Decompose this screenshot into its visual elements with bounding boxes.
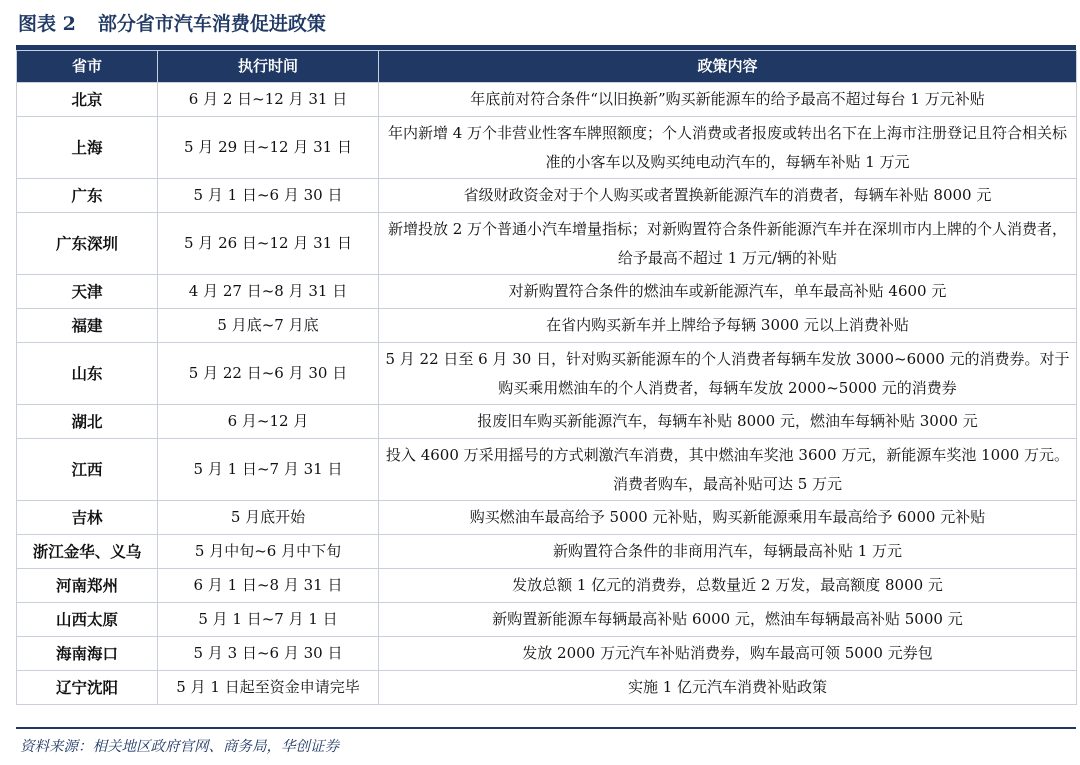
policy-cell: 在省内购买新车并上牌给予每辆 3000 元以上消费补贴: [379, 309, 1077, 343]
policy-cell: 年底前对符合条件“以旧换新”购买新能源车的给予最高不超过每台 1 万元补贴: [379, 83, 1077, 117]
table-row: [17, 405, 1077, 439]
policy-cell: 实施 1 亿元汽车消费补贴政策: [379, 671, 1077, 705]
table-row: [17, 603, 1077, 637]
policy-cell: 购买燃油车最高给予 5000 元补贴，购买新能源乘用车最高给予 6000 元补贴: [379, 501, 1077, 535]
table-row: [17, 213, 1077, 275]
period-cell: 5 月 29 日~12 月 31 日: [158, 117, 379, 179]
province-cell: 浙江金华、义乌: [17, 535, 158, 569]
policy-cell: 年内新增 4 万个非营业性客车牌照额度；个人消费或者报废或转出名下在上海市注册登记且符合相关标准的小客车以及购买纯电动汽车的，每辆车补贴 1 万元: [379, 117, 1077, 179]
period-cell: 5 月 1 日~6 月 30 日: [158, 179, 379, 213]
period-cell: 4 月 27 日~8 月 31 日: [158, 275, 379, 309]
policy-cell: 投入 4600 万采用摇号的方式刺激汽车消费，其中燃油车奖池 3600 万元，新能源车奖池 1000 万元。消费者购车，最高补贴可达 5 万元: [379, 439, 1077, 501]
policy-cell: 省级财政资金对于个人购买或者置换新能源汽车的消费者，每辆车补贴 8000 元: [379, 179, 1077, 213]
policy-cell: 对新购置符合条件的燃油车或新能源汽车，单车最高补贴 4600 元: [379, 275, 1077, 309]
table-row: [17, 309, 1077, 343]
province-cell: 湖北: [17, 405, 158, 439]
period-cell: 5 月 1 日~7 月 1 日: [158, 603, 379, 637]
province-cell: 山东: [17, 343, 158, 405]
province-cell: 广东深圳: [17, 213, 158, 275]
province-cell: 山西太原: [17, 603, 158, 637]
table-body: [17, 83, 1077, 705]
policy-cell: 新购置符合条件的非商用汽车，每辆最高补贴 1 万元: [379, 535, 1077, 569]
province-cell: 吉林: [17, 501, 158, 535]
figure-label: 图表 2: [18, 13, 76, 35]
period-cell: 6 月 1 日~8 月 31 日: [158, 569, 379, 603]
period-cell: 5 月中旬~6 月中下旬: [158, 535, 379, 569]
table-row: [17, 117, 1077, 179]
table-row: [17, 439, 1077, 501]
period-cell: 5 月 3 日~6 月 30 日: [158, 637, 379, 671]
table-row: [17, 535, 1077, 569]
province-cell: 海南海口: [17, 637, 158, 671]
policy-cell: 报废旧车购买新能源汽车，每辆车补贴 8000 元，燃油车每辆补贴 3000 元: [379, 405, 1077, 439]
province-cell: 天津: [17, 275, 158, 309]
period-cell: 5 月底开始: [158, 501, 379, 535]
province-cell: 江西: [17, 439, 158, 501]
table-row: [17, 275, 1077, 309]
province-cell: 福建: [17, 309, 158, 343]
policy-table: [16, 50, 1077, 705]
source-note: 资料来源：相关地区政府官网、商务局，华创证券: [20, 739, 339, 755]
header-province: 省市: [17, 51, 158, 83]
policy-cell: 新增投放 2 万个普通小汽车增量指标；对新购置符合条件新能源汽车并在深圳市内上牌的个人消费者，给予最高不超过 1 万元/辆的补贴: [379, 213, 1077, 275]
period-cell: 6 月 2 日~12 月 31 日: [158, 83, 379, 117]
table-row: [17, 179, 1077, 213]
province-cell: 广东: [17, 179, 158, 213]
policy-cell: 5 月 22 日至 6 月 30 日，针对购买新能源车的个人消费者每辆车发放 3000~6000 元的消费券。对于购买乘用燃油车的个人消费者，每辆车发放 2000~5000 元的消费券: [379, 343, 1077, 405]
table-row: [17, 83, 1077, 117]
header-policy: 政策内容: [379, 51, 1077, 83]
table-row: [17, 671, 1077, 705]
table-row: [17, 343, 1077, 405]
table-row: [17, 501, 1077, 535]
table-row: [17, 569, 1077, 603]
header-row: [17, 51, 1077, 83]
figure-title: [18, 6, 326, 42]
policy-cell: 发放总额 1 亿元的消费券，总数量近 2 万发，最高额度 8000 元: [379, 569, 1077, 603]
figure-title-text: 部分省市汽车消费促进政策: [97, 13, 326, 35]
header-period: 执行时间: [158, 51, 379, 83]
period-cell: 5 月 26 日~12 月 31 日: [158, 213, 379, 275]
period-cell: 5 月 22 日~6 月 30 日: [158, 343, 379, 405]
province-cell: 上海: [17, 117, 158, 179]
province-cell: 河南郑州: [17, 569, 158, 603]
table-row: [17, 637, 1077, 671]
period-cell: 5 月 1 日~7 月 31 日: [158, 439, 379, 501]
policy-cell: 发放 2000 万元汽车补贴消费券，购车最高可领 5000 元券包: [379, 637, 1077, 671]
table-bottom-divider: [16, 727, 1076, 729]
table-header: [17, 51, 1077, 83]
policy-cell: 新购置新能源车每辆最高补贴 6000 元，燃油车每辆最高补贴 5000 元: [379, 603, 1077, 637]
province-cell: 辽宁沈阳: [17, 671, 158, 705]
period-cell: 5 月 1 日起至资金申请完毕: [158, 671, 379, 705]
period-cell: 5 月底~7 月底: [158, 309, 379, 343]
period-cell: 6 月~12 月: [158, 405, 379, 439]
province-cell: 北京: [17, 83, 158, 117]
